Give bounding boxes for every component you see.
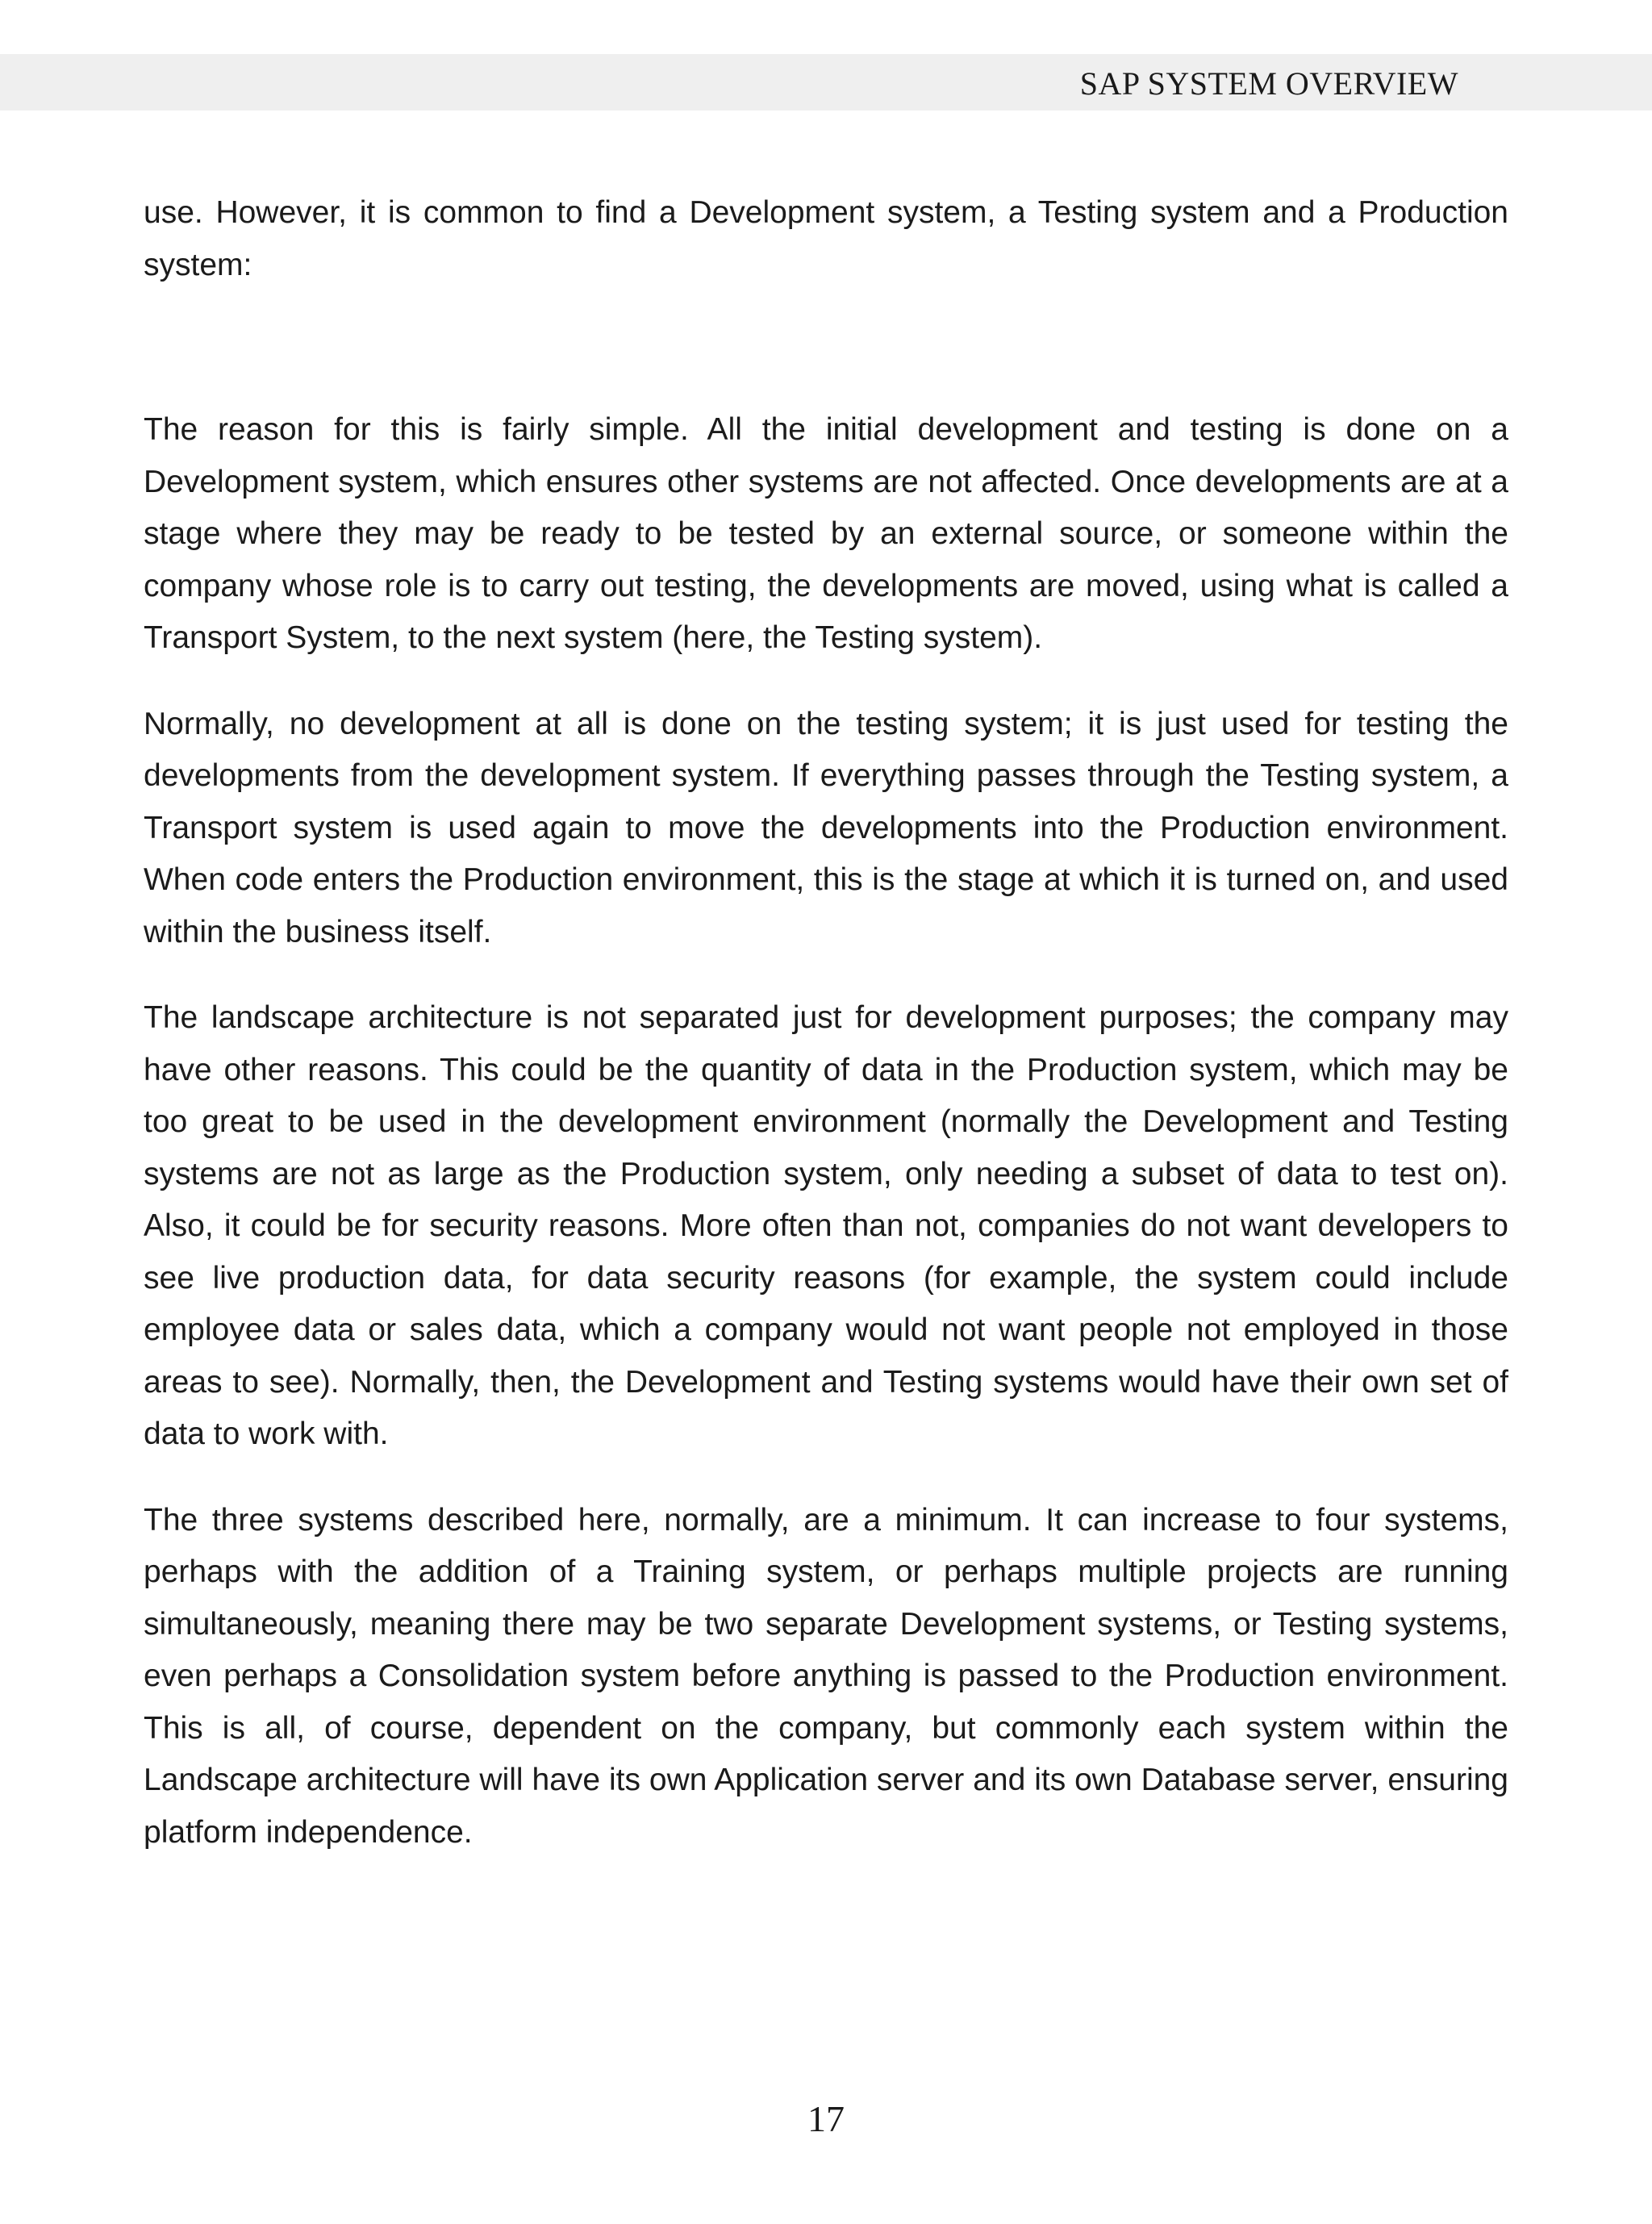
paragraph-intro-continuation: use. However, it is common to find a Development system, a Testing system and a Production system: <box>144 195 1508 282</box>
page-number: 17 <box>807 2098 845 2139</box>
body-text <box>144 187 1508 1859</box>
running-title: SAP SYSTEM OVERVIEW <box>1079 65 1458 102</box>
paragraph-three-systems: The three systems described here, normally, are a minimum. It can increase to four systems, perhaps with the addition of a Training system, or perhaps multiple projects are running simultaneously, meaning there may be two separate Development systems, or Testing systems, even perhaps a Consolidation system before anything is passed to the Production environment. This is all, of course, dependent on the company, but commonly each system within the Landscape architecture will have its own Application server and its own Database server, ensuring platform independence. <box>144 1502 1508 1850</box>
paragraph-testing-system: Normally, no development at all is done on the testing system; it is just used for testing the developments from the development system. If everything passes through the Testing system, a Transport system is used again to move the developments into the Production environment. When code enters the Production environment, this is the stage at which it is turned on, and used within the business itself. <box>144 706 1508 949</box>
paragraph-landscape-architecture: The landscape architecture is not separated just for development purposes; the company may have other reasons. This could be the quantity of data in the Production system, which may be too great to be used in the development environment (normally the Development and Testing systems are not as large as the Production system, only needing a subset of data to test on). Also, it could be for security reasons. More often than not, companies do not want developers to see live production data, for data security reasons (for example, the system could include employee data or sales data, which a company would not want people not employed in those areas to see). Normally, then, the Development and Testing systems would have their own set of data to work with. <box>144 1000 1508 1451</box>
paragraph-reason: The reason for this is fairly simple. All the initial development and testing is done on a Development system, which ensures other systems are not affected. Once developments are at a stage where they may be ready to be tested by an external source, or someone within the company whose role is to carry out testing, the developments are moved, using what is called a Transport System, to the next system (here, the Testing system). <box>144 412 1508 655</box>
